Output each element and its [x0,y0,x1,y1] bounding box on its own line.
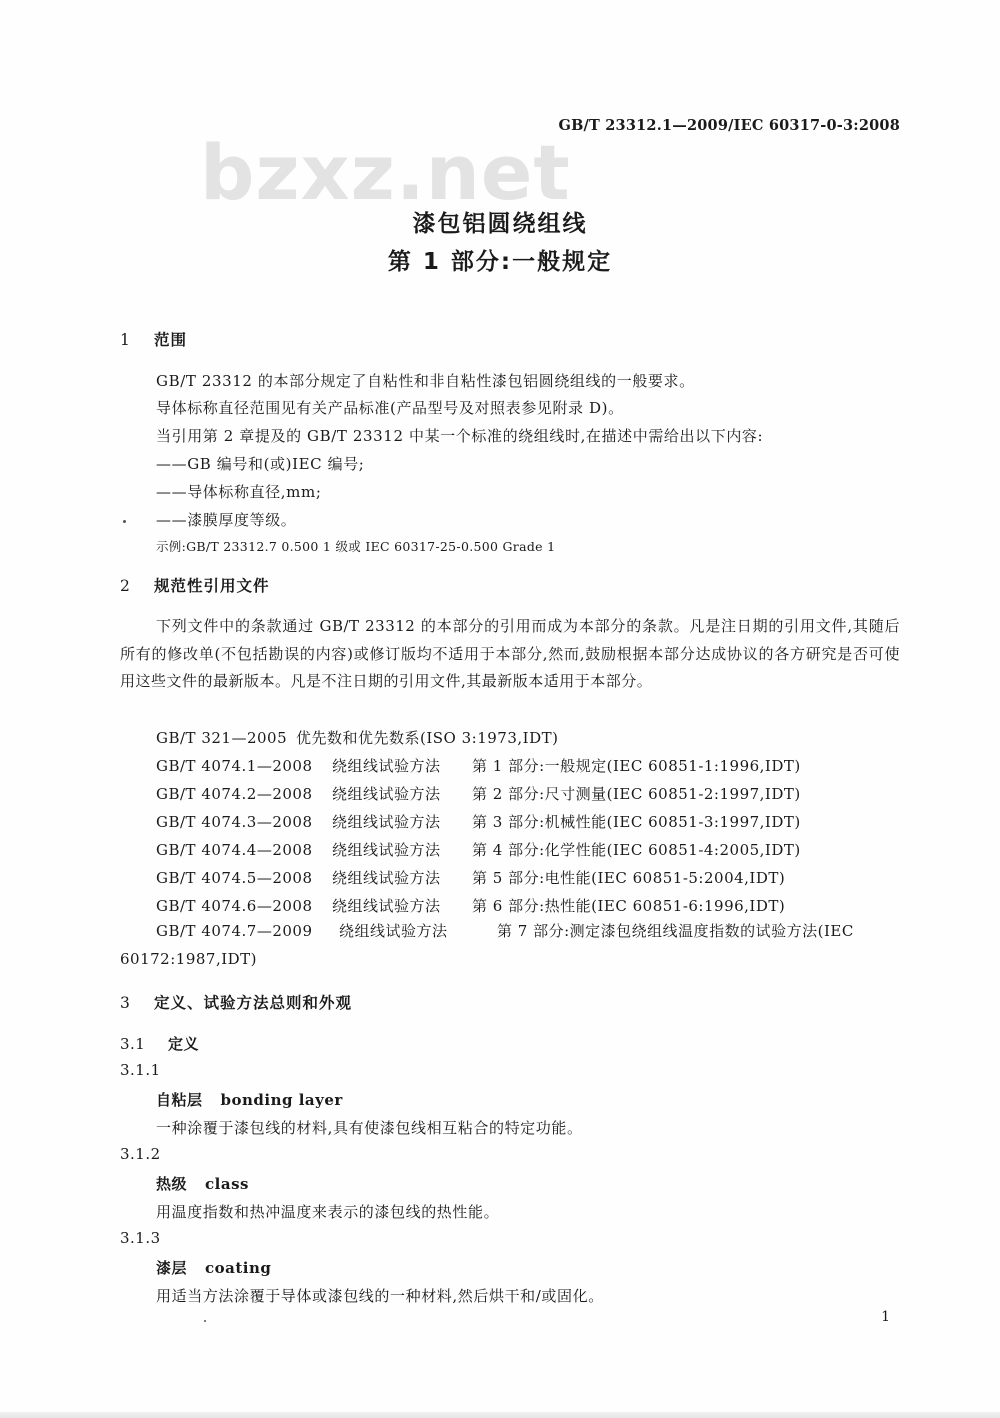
scan-speck [123,520,126,523]
section-2-heading [120,574,270,596]
document-title: 漆包铝圆绕组线 [412,211,588,237]
term-heading [156,1089,343,1110]
reference-code: GB/T 4074.1—2008 [156,757,313,775]
standard-number-header: GB/T 23312.1—2009/IEC 60317-0-3:2008 [558,117,900,134]
term-heading [156,1173,249,1194]
reference-part: 第 6 部分:热性能(IEC 60851-6:1996,IDT) [472,897,786,915]
paragraph: 当引用第 2 章提及的 GB/T 23312 中某一个标准的绕组线时,在描述中需给出以下内容: [156,427,764,445]
reference-name: 绕组线试验方法 [332,841,441,859]
term-zh: 热级 [156,1175,188,1193]
paragraph: GB/T 23312 的本部分规定了自粘性和非自粘性漆包铝圆绕组线的一般要求。 [156,372,695,390]
reference-part: 第 1 部分:一般规定(IEC 60851-1:1996,IDT) [472,757,801,775]
subsection-title: 定义 [168,1035,200,1053]
term-heading [156,1257,271,1278]
term-en: class [205,1175,249,1193]
reference-name: 绕组线试验方法 [332,785,441,803]
term-number: 3.1.2 [120,1145,161,1163]
section-number: 3 [120,994,131,1012]
term-en: coating [205,1259,272,1277]
reference-name: 绕组线试验方法 [332,757,441,775]
list-item: ——GB 编号和(或)IEC 编号; [156,455,365,473]
reference-item [156,755,801,776]
reference-name: 绕组线试验方法 [339,922,448,940]
section-title: 范围 [154,331,188,349]
section-3-heading [120,991,352,1013]
reference-code: GB/T 4074.6—2008 [156,897,313,915]
section-title: 定义、试验方法总则和外观 [154,994,353,1012]
reference-code: GB/T 4074.4—2008 [156,841,313,859]
term-number: 3.1.3 [120,1229,161,1247]
term-en: bonding layer [220,1091,343,1109]
reference-item [156,783,801,804]
section-number: 2 [120,577,131,595]
reference-item [156,895,785,916]
reference-part: 第 5 部分:电性能(IEC 60851-5:2004,IDT) [472,869,786,887]
section-2-intro: 下列文件中的条款通过 GB/T 23312 的本部分的引用而成为本部分的条款。凡是注日期的引用文件,其随后所有的修改单(不包括勘误的内容)或修订版均不适用于本部分,然而,鼓励根据本部分达成协议的各方研究是否可使用这些文件的最新版本。凡是不注日期的引用文件,其最新版本适用于本部分。 [120,617,900,691]
subsection-heading [120,1033,199,1054]
reference-code: GB/T 4074.3—2008 [156,813,313,831]
reference-item [156,811,801,832]
list-item: ——漆膜厚度等级。 [156,511,297,529]
reference-item [156,867,785,888]
reference-item [156,727,558,748]
reference-name: 绕组线试验方法 [332,897,441,915]
subsection-number: 3.1 [120,1035,146,1053]
reference-part: 第 4 部分:化学性能(IEC 60851-4:2005,IDT) [472,841,801,859]
watermark: bzxz.net [200,128,571,217]
reference-name: 绕组线试验方法 [332,813,441,831]
page-number: 1 [881,1309,890,1325]
term-definition: 用温度指数和热冲温度来表示的漆包线的热性能。 [156,1203,500,1221]
term-definition: 用适当方法涂覆于导体或漆包线的一种材料,然后烘干和/或固化。 [156,1287,604,1305]
section-number: 1 [120,331,131,349]
term-number: 3.1.1 [120,1061,161,1079]
paragraph: 导体标称直径范围见有关产品标准(产品型号及对照表参见附录 D)。 [156,399,624,417]
term-zh: 漆层 [156,1259,188,1277]
reference-code: GB/T 4074.7—2009 [156,922,313,940]
reference-part: 第 2 部分:尺寸测量(IEC 60851-2:1997,IDT) [472,785,801,803]
scan-speck [204,1320,206,1322]
reference-name: 绕组线试验方法 [332,869,441,887]
list-item: ——导体标称直径,mm; [156,483,322,501]
section-1-heading [120,328,187,350]
reference-code: GB/T 321—2005 [156,729,288,747]
reference-code: GB/T 4074.5—2008 [156,869,313,887]
term-definition: 一种涂覆于漆包线的材料,具有使漆包线相互粘合的特定功能。 [156,1119,583,1137]
reference-part: 第 7 部分:测定漆包绕组线温度指数的试验方法(IEC 60172:1987,IDT) [120,922,854,968]
reference-item [120,917,900,973]
example-note: 示例:GB/T 23312.7 0.500 1 级或 IEC 60317-25-0.500 Grade 1 [156,539,556,554]
section-title: 规范性引用文件 [154,577,270,595]
reference-name: 优先数和优先数系(ISO 3:1973,IDT) [296,729,559,747]
document-subtitle: 第 1 部分:一般规定 [387,249,613,275]
reference-part: 第 3 部分:机械性能(IEC 60851-3:1997,IDT) [472,813,801,831]
term-zh: 自粘层 [156,1091,203,1109]
reference-item [156,839,801,860]
reference-code: GB/T 4074.2—2008 [156,785,313,803]
